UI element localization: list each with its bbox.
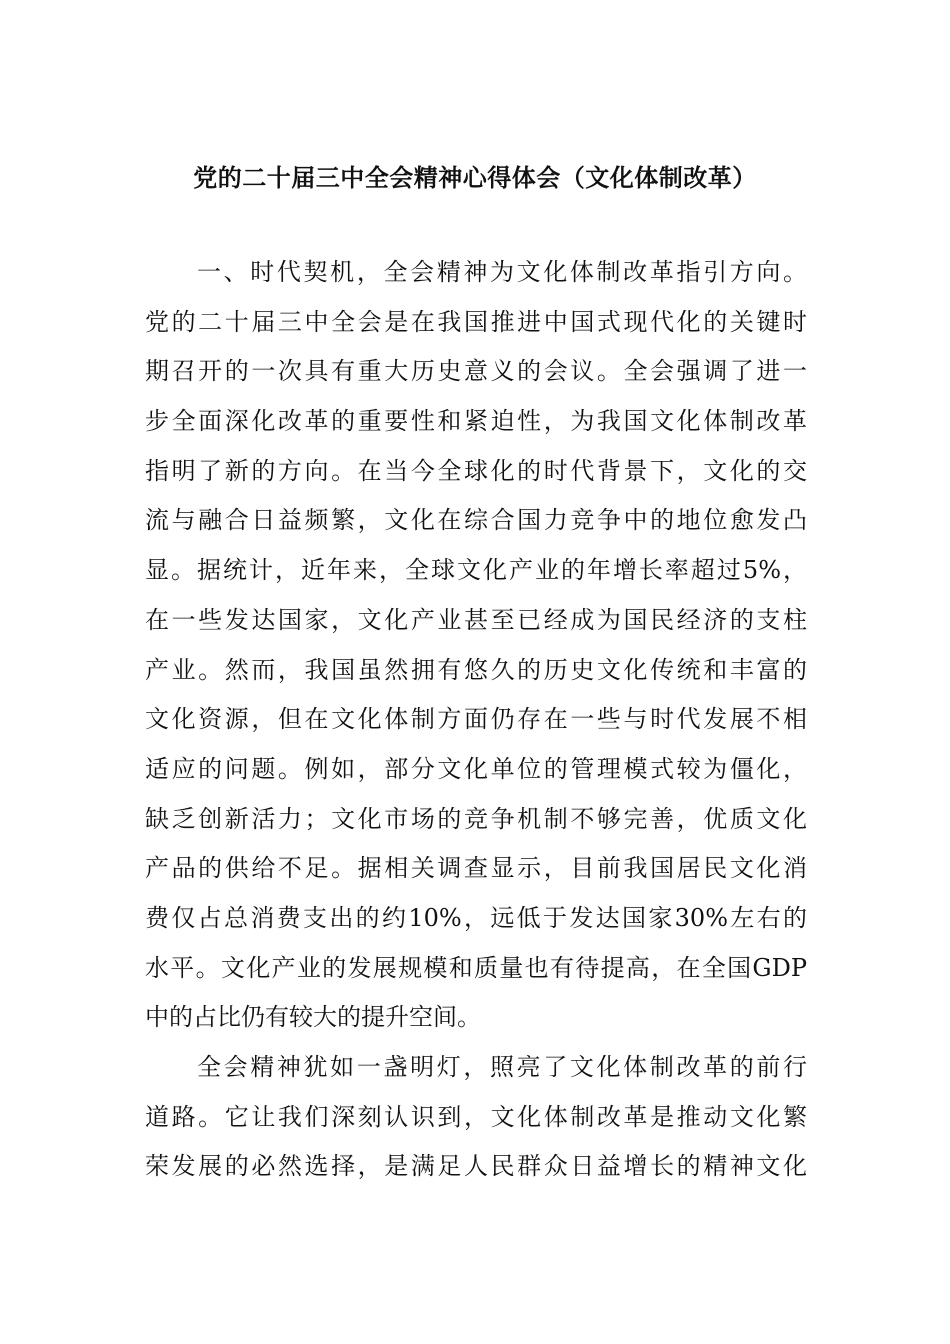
document-body [145, 248, 807, 1192]
paragraph-line: 荣发展的必然选择，是满足人民群众日益增长的精神文化 [145, 1152, 807, 1181]
paragraph-line: 流与融合日益频繁，文化在综合国力竞争中的地位愈发凸 [145, 506, 807, 535]
paragraph-line: 指明了新的方向。在当今全球化的时代背景下，文化的交 [145, 456, 807, 485]
paragraph-line: 产品的供给不足。据相关调查显示，目前我国居民文化消 [145, 854, 807, 883]
paragraph-line: 缺乏创新活力；文化市场的竞争机制不够完善，优质文化 [145, 804, 807, 833]
paragraph-line: 水平。文化产业的发展规模和质量也有待提高，在全国GDP [145, 953, 807, 982]
paragraph-line: 步全面深化改革的重要性和紧迫性，为我国文化体制改革 [145, 407, 807, 436]
paragraph-line: 一、时代契机，全会精神为文化体制改革指引方向。 [197, 258, 807, 286]
paragraph-line: 产业。然而，我国虽然拥有悠久的历史文化传统和丰富的 [145, 655, 807, 684]
paragraph-1 [145, 248, 807, 1043]
paragraph-line: 党的二十届三中全会是在我国推进中国式现代化的关键时 [145, 307, 807, 336]
paragraph-line: 费仅占总消费支出的约10%，远低于发达国家30%左右的 [145, 903, 807, 932]
paragraph-line: 适应的问题。例如，部分文化单位的管理模式较为僵化， [145, 754, 807, 783]
paragraph-line: 中的占比仍有较大的提升空间。 [145, 1003, 481, 1032]
paragraph-line: 全会精神犹如一盏明灯，照亮了文化体制改革的前行 [197, 1053, 807, 1081]
paragraph-line: 文化资源，但在文化体制方面仍存在一些与时代发展不相 [145, 705, 807, 734]
paragraph-line: 在一些发达国家，文化产业甚至已经成为国民经济的支柱 [145, 605, 807, 634]
paragraph-line: 期召开的一次具有重大历史意义的会议。全会强调了进一 [145, 357, 807, 386]
paragraph-line: 道路。它让我们深刻认识到，文化体制改革是推动文化繁 [145, 1102, 807, 1131]
paragraph-2 [145, 1043, 807, 1192]
document-title: 党的二十届三中全会精神心得体会（文化体制改革） [193, 163, 757, 192]
paragraph-line: 显。据统计，近年来，全球文化产业的年增长率超过5%， [145, 556, 807, 585]
